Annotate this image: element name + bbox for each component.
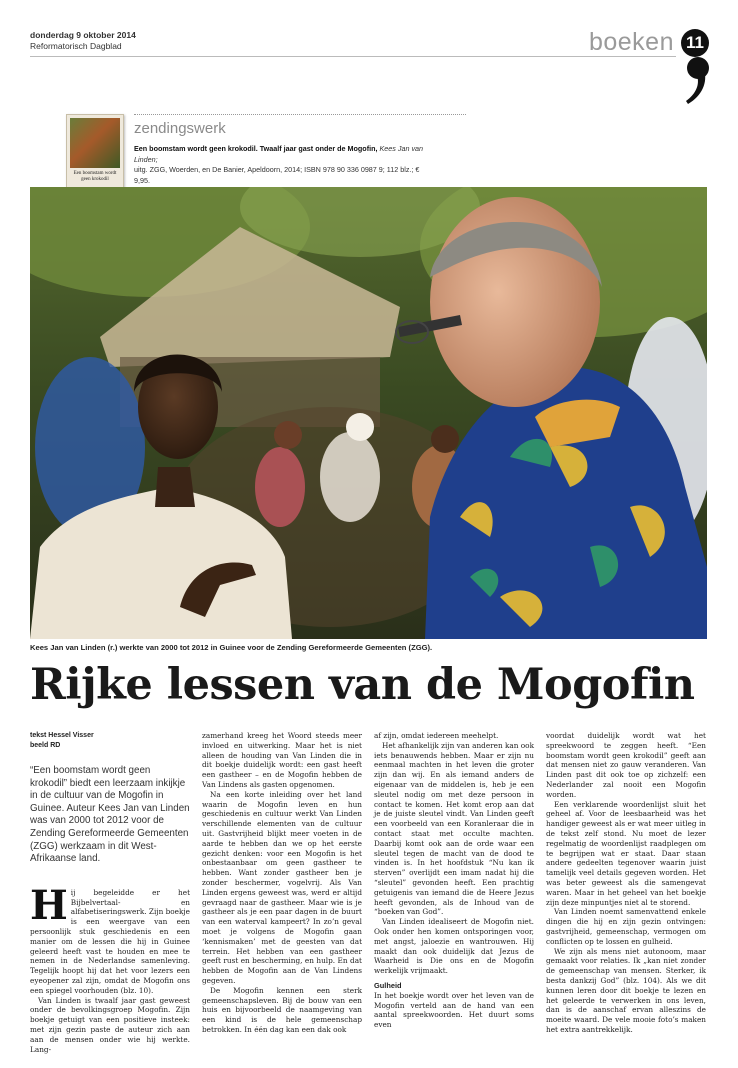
book-info-box	[66, 114, 466, 184]
book-cover-photo	[70, 118, 120, 168]
header-divider	[30, 56, 676, 57]
article-column-2	[202, 731, 362, 1035]
photo-illustration	[30, 187, 707, 639]
byline-photo: beeld RD	[30, 742, 61, 749]
book-title: Een boomstam wordt geen krokodil. Twaalf jaar gast onder de Mogofin,	[134, 144, 378, 153]
byline-author: tekst Hessel Visser	[30, 732, 94, 739]
article-paragraph: Van Linden idealiseert de Mogofin niet. Ook onder hen komen ontsporingen voor, met angst, jaloezie en wantrouwen. Hij maakt dan ook duidelijk dat Jezus de Waarheid is Die ons en de Mogofin werkelijk vrijmaakt.	[374, 917, 534, 976]
issue-date: donderdag 9 oktober 2014	[30, 30, 136, 40]
article-paragraph: Een verklarende woordenlijst sluit het geheel af. Voor de leesbaarheid was het handiger geweest als er wat meer uitleg in de tekst zelf stond. Nu moet de lezer regelmatig de woordenlijst raadplegen om te begrijpen wat er staat. Daar staan andere gedeelten tegenover waarin juist tamelijk veel details gegeven worden. Het was beter geweest als die samengevat waren. Maar in het geheel van het boekje zijn deze minpuntjes niet al te storend.	[546, 799, 706, 907]
article-paragraph: zamerhand kreeg het Woord steeds meer invloed en uitwerking. Maar het is niet alleen de houding van Van Linden die in dit boekje duidelijk wordt: een gast heeft een gastheer – en de Mogofin hebben de Van Lindens als gasten opgenomen.	[202, 731, 362, 789]
article-paragraph: In het boekje wordt over het leven van de Mogofin verteld aan de hand van een aantal spreekwoorden. Het duurt soms even	[374, 990, 534, 1030]
page-number-badge: 11	[681, 29, 709, 57]
book-cover-title: Een boomstam wordt geen krokodil	[73, 171, 117, 182]
photo-caption: Kees Jan van Linden (r.) werkte van 2000 tot 2012 in Guinee voor de Zending Gereformeerde Gemeenten (ZGG).	[30, 643, 433, 652]
book-author: Kees Jan van Linden;	[134, 144, 424, 164]
article-column-4	[546, 731, 706, 1035]
article-paragraph: We zijn als mens niet autonoom, maar gemaakt voor relaties. Ik „kan niet zonder de gemeenschap van mensen. Sterker, ik besta dankzij God” (blz. 104). Als we dit kunnen leren door dit boekje te lezen en het geleerde te verwerken in ons leven, dan is de aanschaf ervan alleszins de moeite waard. De vele mooie foto’s maken het extra aantrekkelijk.	[546, 946, 706, 1034]
article-paragraph: Van Linden noemt samenvattend enkele dingen die hij en zijn gezin ontvingen: gastvrijheid, gemeenschap, vermogen om conflicten op te lossen en gulheid.	[546, 907, 706, 946]
topic-kicker: zendingswerk	[134, 120, 226, 137]
article-paragraph: De Mogofin kennen een sterk gemeenschapsleven. Bij de bouw van een huis en bijvoorbeeld de naamgeving van een kind is de hele gemeenschap betrokken. In één dag kan een dak ook	[202, 985, 362, 1034]
article-paragraph: Van Linden is twaalf jaar gast geweest onder de bevolkingsgroep Mogofin. Zijn boekje getuigt van een positieve insteek: met zijn gezin paste de auteur zich aan aan de mensen onder wie hij werkte. Lang-	[30, 995, 190, 1054]
article-paragraph: af zijn, omdat iedereen meehelpt.	[374, 731, 499, 740]
article-intro: “Een boomstam wordt geen krokodil” biedt een leerzaam inkijkje in de cultuur van de Mogofin in Guinee. Auteur Kees Jan van Linden was van 2000 tot 2012 voor de Zending Gereformeerde Gemeenten (ZGG) werkzaam in dit West-Afrikaanse land.	[30, 765, 190, 865]
book-publication: uitg. ZGG, Woerden, en De Banier, Apeldoorn, 2014; ISBN 978 90 336 0987 9; 112 blz.; € 9,95.	[134, 165, 420, 185]
article-column-3	[374, 731, 534, 1030]
article-paragraph: voordat duidelijk wordt wat het spreekwoord te zeggen heeft. “Een boomstam wordt geen krokodil” geeft aan dat mensen niet zo gauw veranderen. Van Linden past dit ook toe op zichzelf: een Nederlander zal nooit een Mogofin worden.	[546, 731, 706, 799]
article-photo	[30, 187, 707, 639]
book-details	[134, 144, 434, 186]
drop-cap: H	[30, 881, 68, 929]
article-subhead: Gulheid	[374, 980, 402, 990]
article-paragraph: Hij begeleidde er het Bijbelvertaal- en alfabetiseringswerk. Zijn boekje is een weergave van een persoonlijk stuk geschiedenis en een manier om de lessen die hij in Guinee geleerd heeft vast te houden en mee te nemen in de Nederlandse samenleving. Tegelijk hoopt hij dat het voor lezers een eyeopener zal zijn, omdat de Mogofin ons een spiegel voorhouden (blz. 10).	[30, 881, 190, 995]
article-paragraph: Het afhankelijk zijn van anderen kan ook iets benauwends hebben. Maar er zijn nu eenmaal machten in het leven die groter zijn dan wij. En als iemand anders de eigenaar van de middelen is, heb je een sleutel nodig om met deze persoon in contact te komen. Het komt erop aan dat je de juiste sleutel vindt. Van Linden geeft een voorbeeld van een Koranleraar die in contact staat met occulte machten. Daarbij komt ook aan de orde waar een sleutel tegen de macht van de dood te vinden is. In het hoofdstuk “Nu kan ik sterven” overlijdt een imam nadat hij die “sleutel” gevonden heeft. Een prachtig getuigenis van iemand die de Heere Jezus heeft gevonden, als de Inhoud van de “boeken van God”.	[374, 740, 534, 917]
comma-mark-icon	[684, 56, 710, 106]
page-header-info	[30, 30, 136, 52]
article-column-1	[30, 731, 190, 1054]
section-title: boeken	[588, 28, 674, 56]
article-headline: Rijke lessen van de Mogofin	[30, 660, 695, 710]
dotted-divider	[134, 114, 466, 115]
newspaper-name: Reformatorisch Dagblad	[30, 41, 122, 51]
article-paragraph: Na een korte inleiding over het land waarin de Mogofin leven en hun geschiedenis en cultuur werkt Van Linden verschillende elementen van de cultuur uit. Gastvrijheid blijkt meer voeten in de aarde te hebben dan we op het eerste gezicht denken: voor een Mogofin is het onbestaanbaar om geen gastheer te hebben. Want zonder gastheer ben je zonder beschermer, vogelvrij. Als Van Linden ergens geweest was, werd er altijd gevraagd naar de gastheer. Maar wie is je gastheer als je een paar dagen in de buurt van een waterval kampeert? In zo’n geval moet je volgens de Mogofin gaan ‘kennismaken’ met de geesten van dat terrein. Het hebben van een gastheer geeft rust en bescherming, en hulp. En dat hebben de Mogofin aan de Van Lindens gegeven.	[202, 789, 362, 985]
